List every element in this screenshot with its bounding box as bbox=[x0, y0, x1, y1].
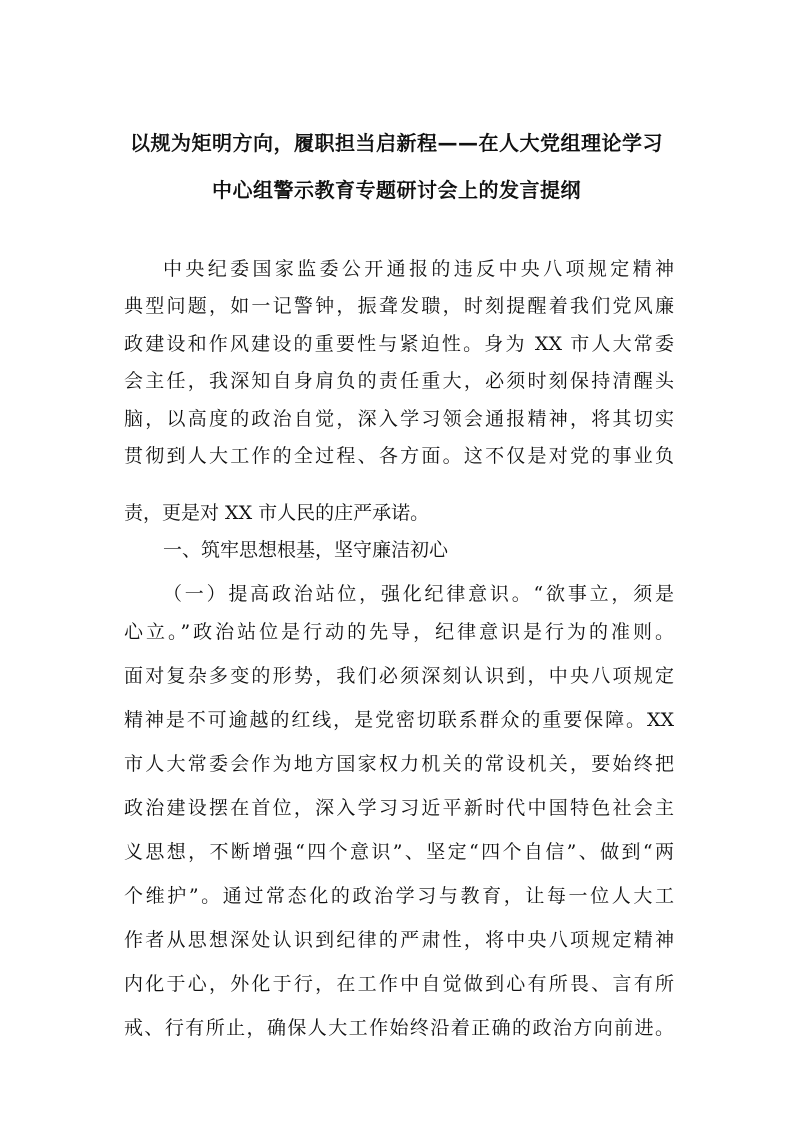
paragraph-line: 责，更是对 XX 市人民的庄严承诺。 bbox=[124, 502, 430, 524]
paragraph-line: 会主任，我深知自身肩负的责任重大，必须时刻保持清醒头 bbox=[124, 370, 674, 392]
paragraph-line: 精神是不可逾越的红线，是党密切联系群众的重要保障。XX bbox=[124, 709, 674, 731]
paragraph-line: 义思想，不断增强“四个意识”、坚定“四个自信”、做到“两 bbox=[124, 841, 674, 863]
paragraph-line: 中央纪委国家监委公开通报的违反中央八项规定精神 bbox=[163, 258, 674, 280]
paragraph-line: 内化于心，外化于行，在工作中自觉做到心有所畏、言有所 bbox=[124, 973, 674, 995]
document-title-line-1: 以规为矩明方向，履职担当启新程——在人大党组理论学习 bbox=[130, 131, 663, 155]
paragraph-line: 典型问题，如一记警钟，振聋发聩，时刻提醒着我们党风廉 bbox=[124, 295, 674, 317]
paragraph-line: 戒、行有所止，确保人大工作始终沿着正确的政治方向前进。 bbox=[124, 1017, 674, 1039]
paragraph-line: 脑，以高度的政治自觉，深入学习领会通报精神，将其切实 bbox=[124, 408, 674, 430]
document-title-line-2: 中心组警示教育专题研讨会上的发言提纲 bbox=[212, 178, 581, 202]
paragraph-line: 面对复杂多变的形势，我们必须深刻认识到，中央八项规定 bbox=[124, 665, 674, 687]
paragraph-line: 政治建设摆在首位，深入学习习近平新时代中国特色社会主 bbox=[124, 797, 674, 819]
paragraph-line: 贯彻到人大工作的全过程、各方面。这不仅是对党的事业负 bbox=[124, 445, 674, 467]
paragraph-line: 市人大常委会作为地方国家权力机关的常设机关，要始终把 bbox=[124, 753, 674, 775]
paragraph-line: 心立。”政治站位是行动的先导，纪律意识是行为的准则。 bbox=[124, 621, 674, 643]
section-heading: 一、筑牢思想根基，坚守廉洁初心 bbox=[163, 539, 449, 561]
paragraph-line: 个维护”。通过常态化的政治学习与教育，让每一位人大工 bbox=[124, 885, 674, 907]
paragraph-line: （一）提高政治站位，强化纪律意识。“欲事立，须是 bbox=[163, 583, 674, 605]
paragraph-line: 政建设和作风建设的重要性与紧迫性。身为 XX 市人大常委 bbox=[124, 333, 674, 355]
paragraph-line: 作者从思想深处认识到纪律的严肃性，将中央八项规定精神 bbox=[124, 929, 674, 951]
